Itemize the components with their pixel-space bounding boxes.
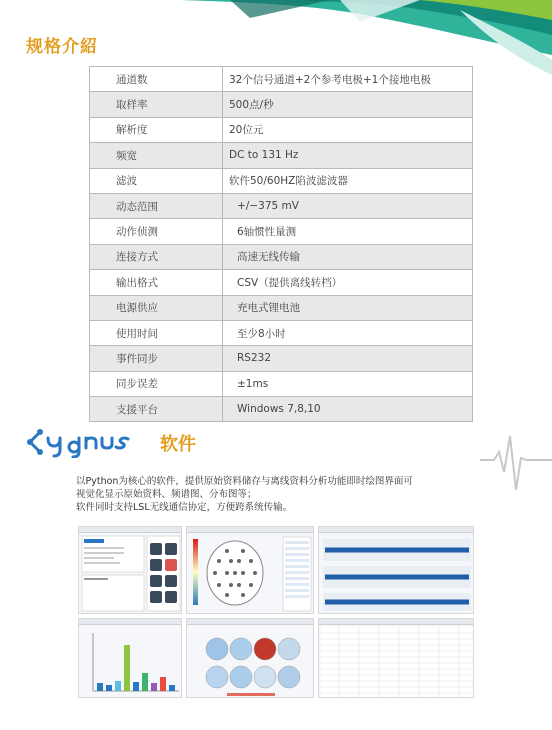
- spec-value: Windows 7,8,10: [223, 397, 473, 422]
- screenshot-electrode-map: [186, 526, 314, 614]
- spec-value: RS232: [223, 346, 473, 371]
- cygnus-logo: [26, 426, 136, 458]
- spec-value: 高速无线传输: [223, 244, 473, 269]
- spec-label: 动作侦测: [90, 219, 223, 244]
- software-title: 软件: [160, 434, 196, 455]
- spec-value: DC to 131 Hz: [223, 143, 473, 168]
- spec-value: 6轴惯性量测: [223, 219, 473, 244]
- screenshot-data-table: [318, 618, 474, 698]
- screenshot-bar-chart: [78, 618, 182, 698]
- spec-row: [90, 244, 473, 269]
- spec-value: 软件50/60HZ陷波滤波器: [223, 168, 473, 193]
- software-description: [76, 475, 476, 514]
- spec-value: CSV（提供离线转档）: [223, 270, 473, 295]
- spec-label: 电源供应: [90, 295, 223, 320]
- description-line: 视觉化显示原始资料、频谱图、分布图等；: [76, 489, 257, 500]
- spec-row: [90, 397, 473, 422]
- spec-value: 至少8小时: [223, 320, 473, 345]
- spec-label: 滤波: [90, 168, 223, 193]
- spec-label: 频宽: [90, 143, 223, 168]
- ekg-line-decoration: [480, 430, 552, 500]
- spec-row: [90, 295, 473, 320]
- topomap-thumbnail: [187, 625, 314, 698]
- spec-label: 取样率: [90, 92, 223, 117]
- screenshot-control-panel: [78, 526, 182, 614]
- spec-row: [90, 346, 473, 371]
- electrode-map-thumbnail: [187, 533, 314, 614]
- spec-table: [89, 66, 473, 422]
- section-title-specs: 规格介紹: [26, 37, 98, 57]
- spec-row: [90, 371, 473, 396]
- raw-signal-thumbnail: [319, 533, 474, 614]
- spec-value: +/−375 mV: [223, 193, 473, 218]
- spec-row: [90, 193, 473, 218]
- screenshot-topomaps: [186, 618, 314, 698]
- description-line: 软件同时支持LSL无线通信协定，方便跨系统传输。: [76, 502, 293, 513]
- spec-label: 通道数: [90, 67, 223, 92]
- control-panel-thumbnail: [79, 533, 182, 614]
- screenshot-raw-signal: [318, 526, 474, 614]
- spec-row: [90, 168, 473, 193]
- spec-value: 20位元: [223, 117, 473, 142]
- spec-row: [90, 270, 473, 295]
- bar-chart-thumbnail: [79, 625, 182, 698]
- spec-label: 事件同步: [90, 346, 223, 371]
- spec-label: 连接方式: [90, 244, 223, 269]
- spec-value: 充电式锂电池: [223, 295, 473, 320]
- spec-label: 同步误差: [90, 371, 223, 396]
- spec-label: 支援平台: [90, 397, 223, 422]
- spec-row: [90, 117, 473, 142]
- data-table-thumbnail: [319, 625, 474, 698]
- spec-value: 500点/秒: [223, 92, 473, 117]
- spec-row: [90, 219, 473, 244]
- spec-label: 动态范围: [90, 193, 223, 218]
- spec-value: 32个信号通道+2个参考电极+1个接地电极: [223, 67, 473, 92]
- spec-row: [90, 320, 473, 345]
- spec-row: [90, 143, 473, 168]
- description-line: 以Python为核心的软件，提供原始资料储存与离线资料分析功能即时绘图界面可: [76, 476, 413, 487]
- spec-label: 使用时间: [90, 320, 223, 345]
- spec-row: [90, 92, 473, 117]
- spec-label: 解析度: [90, 117, 223, 142]
- spec-row: [90, 67, 473, 92]
- spec-value: ±1ms: [223, 371, 473, 396]
- spec-label: 输出格式: [90, 270, 223, 295]
